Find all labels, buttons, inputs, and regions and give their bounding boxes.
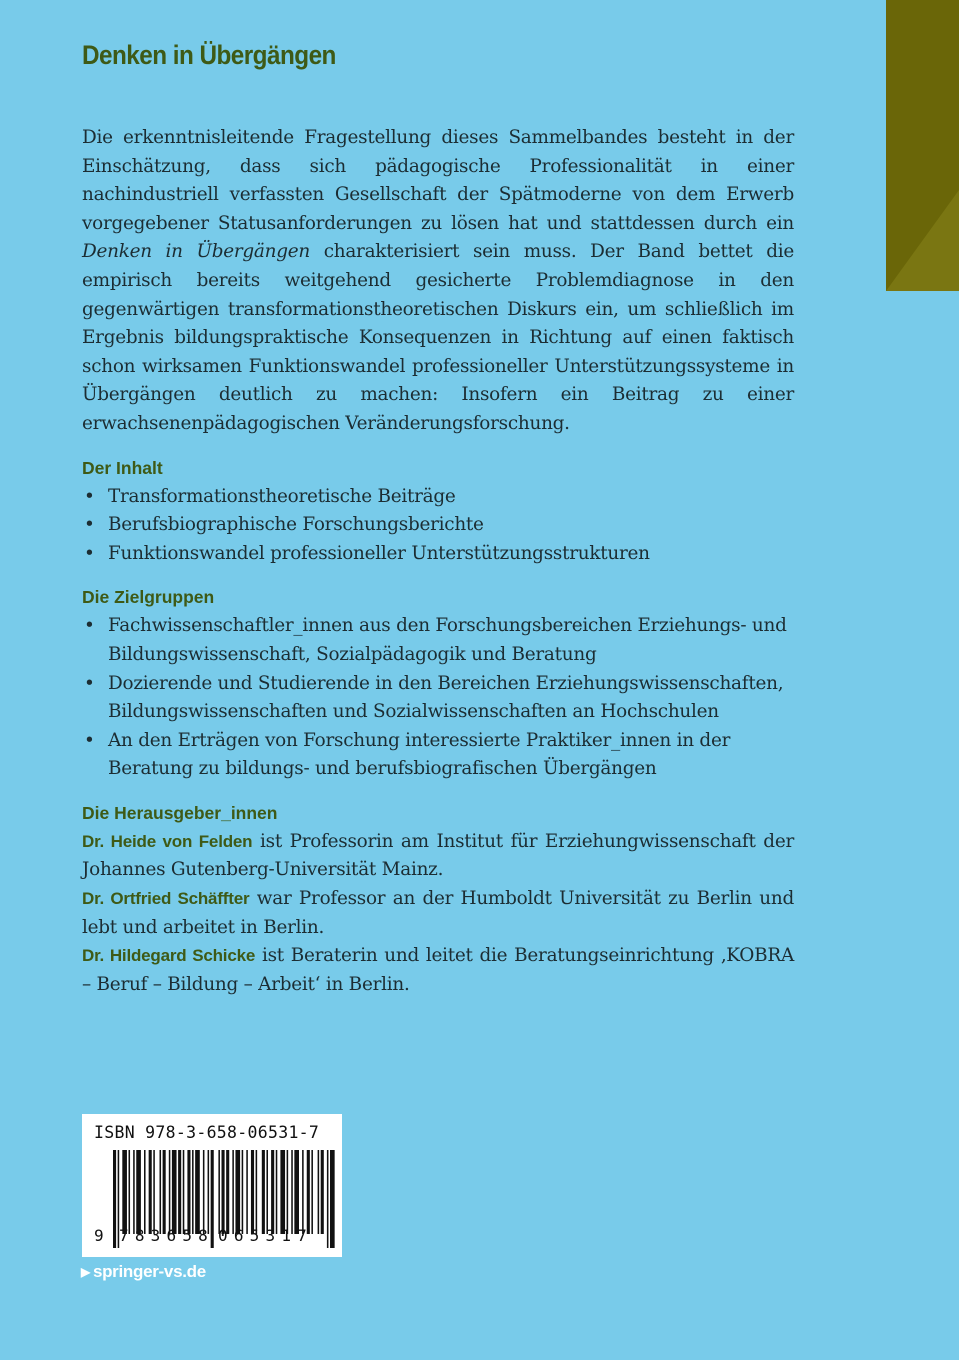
editors-heading: Die Herausgeber_innen	[82, 802, 278, 823]
audience-heading: Die Zielgruppen	[82, 587, 215, 608]
barcode-bar	[287, 1150, 289, 1234]
barcode-bar	[235, 1150, 240, 1234]
list-item: • Funktionswandel professioneller Unterstützungsstrukturen	[82, 540, 794, 569]
editor-entry	[82, 885, 794, 942]
editor-description: ist Beraterin und leitet die Beratungseinrichtung ‚KOBRA – Beruf – Bildung – Arbeit‘ in Berlin.	[82, 945, 794, 995]
barcode-bar	[192, 1150, 194, 1234]
list-item: • Dozierende und Studierende in den Bereichen Erziehungswissenschaften, Bildungswissenschaften und Sozialwissenschaften an Hochschulen	[82, 670, 794, 727]
barcode-bar	[183, 1150, 185, 1234]
barcode-digits-left: 783658	[119, 1226, 214, 1245]
barcode-bar	[153, 1150, 155, 1234]
list-item: • Fachwissenschaftler_innen aus den Forschungsbereichen Erziehungs- und Bildungswissenschaft, Sozialpädagogik und Beratung	[82, 612, 794, 669]
barcode-bar	[222, 1150, 225, 1234]
barcode-bar	[280, 1150, 285, 1234]
barcode-bar	[242, 1150, 244, 1234]
contents-list	[82, 483, 794, 569]
intro-paragraph	[82, 124, 794, 439]
barcode-bar	[246, 1150, 248, 1234]
barcode-digit-lead: 9	[94, 1226, 104, 1245]
barcode-bar	[136, 1150, 141, 1234]
barcode-bar	[226, 1150, 229, 1234]
barcode-bar	[266, 1150, 268, 1234]
barcode-bar	[271, 1150, 274, 1234]
editor-entry	[82, 828, 794, 885]
intro-text-part1: Die erkenntnisleitende Fragestellung dieses Sammelbandes besteht in der Einschätzung, dass sich pädagogische Professionalität in einer nachindustriell verfassten Gesellschaft der Spätmoderne von dem Erwerb vorgegebener Statusanforderungen zu lösen hat und stattdessen durch ein	[82, 127, 794, 234]
barcode-bar	[208, 1150, 210, 1234]
barcode-bar	[122, 1150, 127, 1234]
barcode-bar	[178, 1150, 181, 1234]
barcode-bar	[144, 1150, 146, 1234]
barcode-bar	[218, 1150, 220, 1234]
barcode-bar	[251, 1150, 254, 1234]
list-item: • Transformationstheoretische Beiträge	[82, 483, 794, 512]
editor-entry	[82, 942, 794, 999]
barcode-bar	[195, 1150, 200, 1234]
corner-stripe-decoration	[886, 0, 959, 291]
barcode-bar	[262, 1150, 265, 1234]
barcode-bar	[321, 1150, 324, 1234]
barcode-bar	[203, 1150, 205, 1234]
play-arrow-icon: ▶	[81, 1265, 90, 1279]
list-item: • An den Erträgen von Forschung interessierte Praktiker_innen in der Beratung zu bildungs- und berufsbiografischen Übergängen	[82, 727, 794, 784]
barcode-bar	[276, 1150, 278, 1234]
publisher-website-text: springer-vs.de	[92, 1262, 206, 1281]
intro-emphasis: Denken in Übergängen	[82, 241, 310, 263]
editor-description: war Professor an der Humboldt Universität zu Berlin und lebt und arbeitet in Berlin.	[82, 888, 795, 938]
list-item: • Berufsbiographische Forschungsberichte	[82, 511, 794, 540]
barcode-bar	[129, 1150, 131, 1234]
publisher-website-link[interactable]	[81, 1262, 206, 1282]
editor-name: Dr. Heide von Felden	[82, 831, 253, 851]
isbn-label: ISBN 978-3-658-06531-7	[94, 1123, 320, 1142]
contents-heading: Der Inhalt	[82, 457, 163, 478]
book-title: Denken in Übergängen	[82, 40, 336, 70]
audience-list	[82, 612, 794, 784]
barcode-bar	[149, 1150, 152, 1234]
isbn-barcode-box	[82, 1114, 342, 1257]
editor-name: Dr. Ortfried Schäffter	[82, 889, 250, 909]
editor-description: ist Professorin am Institut für Erziehungwissenschaft der Johannes Gutenberg-Universität Mainz.	[82, 830, 794, 881]
barcode-bar	[311, 1150, 313, 1234]
editors-list	[82, 828, 794, 1000]
barcode-bar	[169, 1150, 171, 1234]
barcode-bar	[232, 1150, 234, 1234]
barcode-bar	[163, 1150, 166, 1234]
barcode-bar	[291, 1150, 293, 1234]
barcode-bar	[256, 1150, 258, 1234]
barcode-bar	[302, 1150, 304, 1234]
intro-text-part2: charakterisiert sein muss. Der Band bettet die empirisch bereits weitgehend gesicherte Problemdiagnose in den gegenwärtigen transformationstheoretischen Diskurs ein, um schließlich im Ergebnis bildungspraktische Konsequenzen in Richtung auf einen faktisch schon wirksamen Funktionswandel professioneller Unterstützungssysteme in Übergängen deutlich zu machen: Insofern ein Beitrag zu einer erwachsenenpädagogischen Veränderungsforschung.	[82, 241, 795, 434]
barcode-bar	[187, 1150, 190, 1234]
barcode-digits	[82, 1226, 342, 1248]
back-cover-content	[82, 124, 794, 999]
barcode-bar	[172, 1150, 177, 1234]
corner-color-block	[886, 0, 959, 291]
barcode-bar	[294, 1150, 299, 1234]
barcode-bar	[160, 1150, 162, 1234]
barcode-digits-right: 065317	[218, 1226, 313, 1245]
barcode-bar	[318, 1150, 320, 1234]
barcode-bar	[307, 1150, 310, 1234]
barcode-bar	[133, 1150, 135, 1234]
editor-name: Dr. Hildegard Schicke	[82, 946, 256, 966]
